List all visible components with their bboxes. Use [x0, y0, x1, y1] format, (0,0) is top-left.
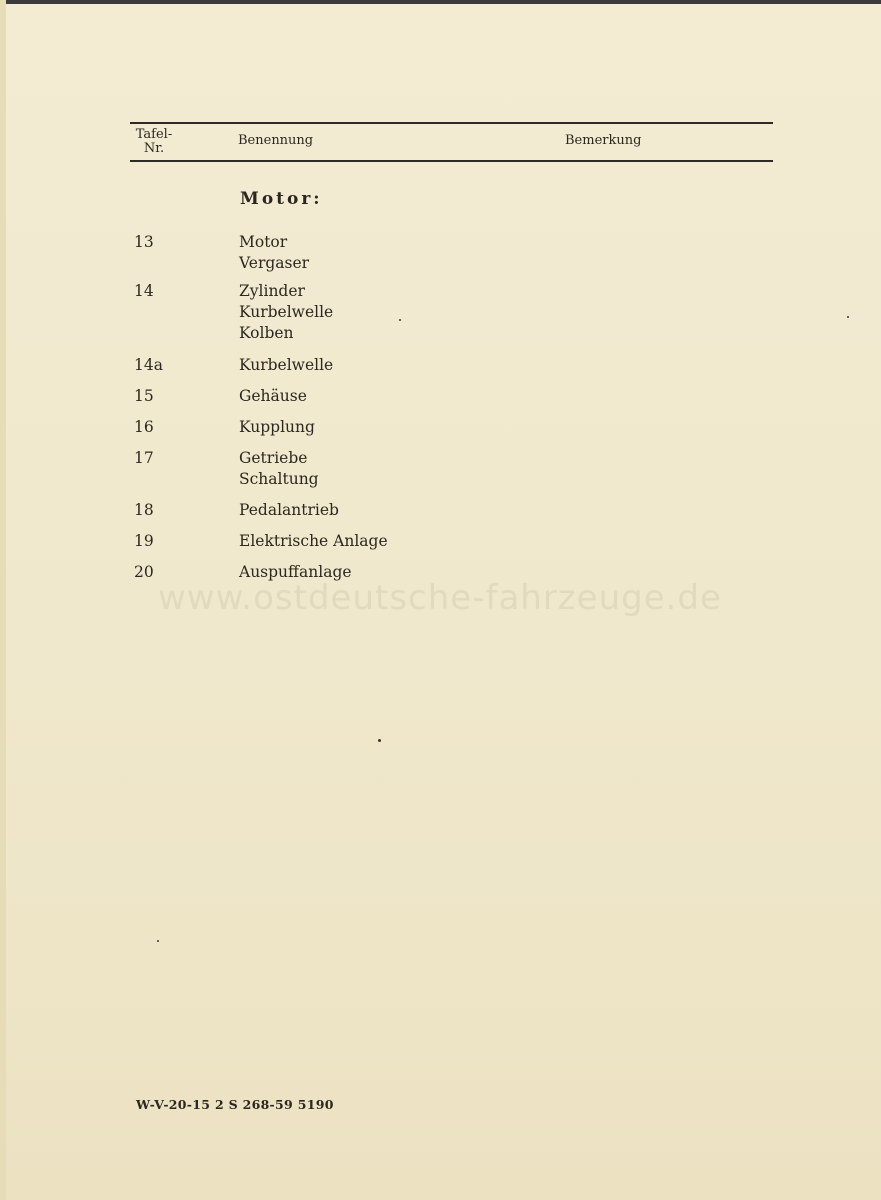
row-nr: 15	[134, 387, 154, 405]
row-name: Schaltung	[239, 470, 319, 488]
row-name: Kurbelwelle	[239, 303, 334, 321]
column-header-nr-line1: Tafel-	[135, 127, 173, 142]
column-header-name: Benennung	[238, 133, 314, 148]
row-names	[239, 448, 319, 490]
row-names	[239, 281, 333, 344]
paper-speck	[378, 739, 381, 742]
section-title: Motor:	[240, 189, 323, 209]
row-nr: 20	[134, 563, 154, 581]
row-name: Motor	[239, 233, 288, 251]
row-name: Kupplung	[239, 418, 315, 436]
column-header-nr	[134, 128, 174, 156]
watermark: www.ostdeutsche-fahrzeuge.de	[158, 578, 722, 618]
row-names	[239, 232, 309, 274]
column-header-nr-line2: Nr.	[143, 141, 165, 156]
row-name: Getriebe	[239, 449, 308, 467]
row-nr: 13	[134, 233, 154, 251]
row-names	[239, 355, 333, 376]
row-nr: 14a	[134, 356, 163, 374]
row-name: Kolben	[239, 324, 294, 342]
paper-speck	[157, 940, 159, 942]
row-name: Gehäuse	[239, 387, 307, 405]
row-nr: 16	[134, 418, 154, 436]
paper-speck	[847, 316, 849, 318]
table-header-rule	[130, 160, 773, 162]
row-nr: 17	[134, 449, 154, 467]
row-name: Pedalantrieb	[239, 501, 339, 519]
row-names	[239, 417, 315, 438]
row-names	[239, 386, 307, 407]
row-name: Auspuffanlage	[239, 563, 352, 581]
row-name: Elektrische Anlage	[239, 532, 388, 550]
row-name: Zylinder	[239, 282, 305, 300]
row-name: Vergaser	[239, 254, 310, 272]
scan-top-edge	[0, 0, 881, 4]
paper-speck	[399, 319, 401, 321]
scan-left-edge	[0, 0, 6, 1200]
footer-print-code: W-V-20-15 2 S 268-59 5190	[136, 1097, 334, 1112]
column-header-remark: Bemerkung	[565, 133, 642, 148]
row-name: Kurbelwelle	[239, 356, 334, 374]
row-nr: 14	[134, 282, 154, 300]
row-nr: 18	[134, 501, 154, 519]
row-names	[239, 500, 339, 521]
row-names	[239, 531, 388, 552]
row-nr: 19	[134, 532, 154, 550]
table-top-rule	[130, 122, 773, 124]
